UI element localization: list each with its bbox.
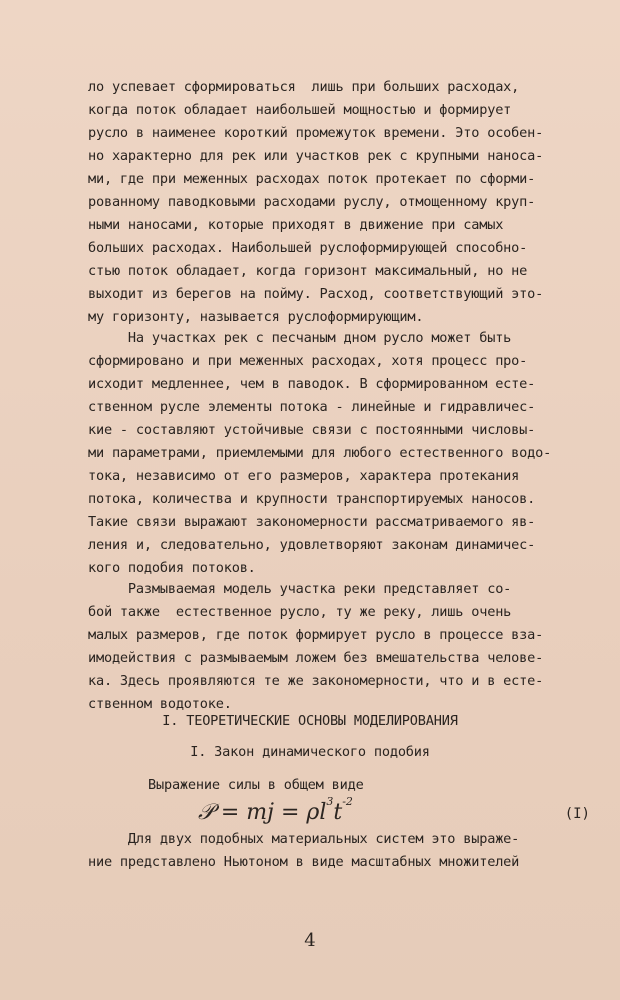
- text-line: ка. Здесь проявляются те же закономерности, что и в есте-: [88, 673, 544, 689]
- text-line: выходит из берегов на пойму. Расход, соответствующий это-: [88, 286, 544, 302]
- section-heading: I. ТЕОРЕТИЧЕСКИЕ ОСНОВЫ МОДЕЛИРОВАНИЯ: [162, 713, 458, 729]
- text-line: малых размеров, где поток формирует русло в процессе вза-: [88, 627, 544, 643]
- text-line: ными наносами, которые приходят в движение при самых: [88, 217, 504, 233]
- text-line: сформировано и при меженных расходах, хотя процесс про-: [88, 353, 528, 369]
- text-line: ми параметрами, приемлемыми для любого естественного водо-: [88, 445, 552, 461]
- text-line: кого подобия потоков.: [88, 560, 256, 576]
- paragraph-2: [88, 327, 598, 580]
- subsection-heading: I. Закон динамического подобия: [190, 744, 430, 760]
- text-line: кие - составляют устойчивые связи с постоянными числовы-: [88, 422, 536, 438]
- text-line: тока, независимо от его размеров, характера протекания: [88, 468, 520, 484]
- text-line: рованному паводковыми расходами руслу, отмощенному круп-: [88, 194, 536, 210]
- text-line: Такие связи выражают закономерности рассматриваемого яв-: [88, 514, 536, 530]
- force-formula: 𝒫 = mj = $\rho l^3t^{-2}$: [198, 794, 353, 825]
- paragraph-1: [88, 76, 598, 329]
- page-number: 4: [304, 930, 316, 951]
- text-line: ственном водотоке.: [88, 696, 232, 712]
- text-line: ственном русле элементы потока - линейные и гидравличес-: [88, 399, 536, 415]
- text-line: имодействия с размываемым ложем без вмешательства челове-: [88, 650, 544, 666]
- text-line: На участках рек с песчаным дном русло может быть: [88, 330, 512, 346]
- formula-intro-line: Выражение силы в общем виде: [148, 777, 364, 793]
- text-line: когда поток обладает наибольшей мощностью и формирует: [88, 102, 512, 118]
- text-line: Размываемая модель участка реки представляет со-: [88, 581, 512, 597]
- text-line: потока, количества и крупности транспортируемых наносов.: [88, 491, 536, 507]
- equation-number: (I): [564, 806, 590, 822]
- text-line: больших расходах. Наибольшей руслоформирующей способно-: [88, 240, 528, 256]
- text-line: бой также естественное русло, ту же реку, лишь очень: [88, 604, 512, 620]
- text-line: ми, где при меженных расходах поток протекает по сформи-: [88, 171, 536, 187]
- text-line: исходит медленнее, чем в паводок. В сформированном есте-: [88, 376, 536, 392]
- text-line: ления и, следовательно, удовлетворяют законам динамичес-: [88, 537, 536, 553]
- text-line: ние представлено Ньютоном в виде масштабных множителей: [88, 854, 520, 870]
- paragraph-4: [88, 828, 598, 874]
- text-line: ло успевает сформироваться лишь при больших расходах,: [88, 79, 520, 95]
- text-line: Для двух подобных материальных систем это выраже-: [88, 831, 520, 847]
- text-line: русло в наименее короткий промежуток времени. Это особен-: [88, 125, 544, 141]
- paragraph-3: [88, 578, 598, 716]
- text-line: стью поток обладает, когда горизонт максимальный, но не: [88, 263, 528, 279]
- text-line: му горизонту, называется руслоформирующим.: [88, 309, 424, 325]
- text-line: но характерно для рек или участков рек с крупными наноса-: [88, 148, 544, 164]
